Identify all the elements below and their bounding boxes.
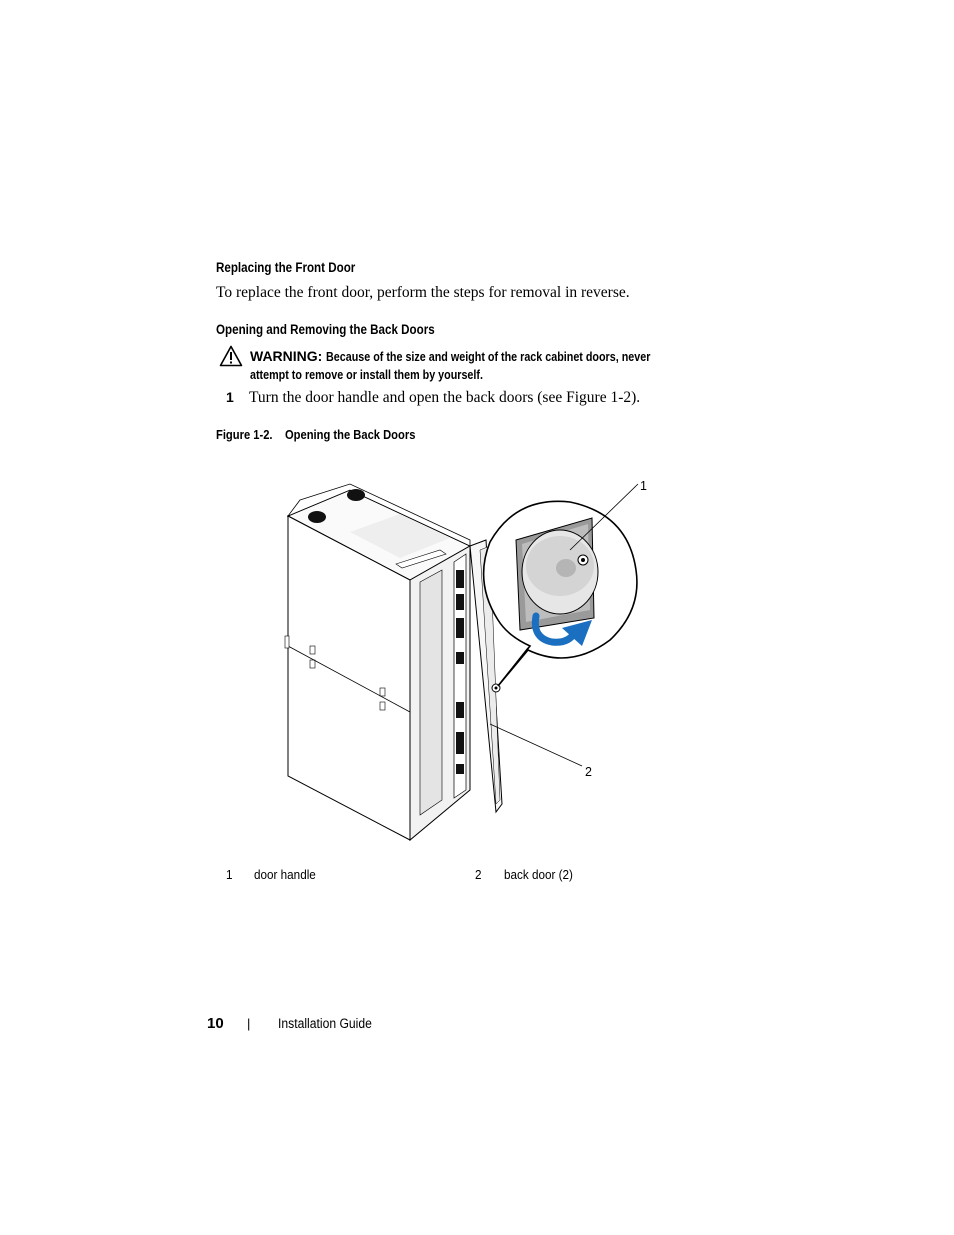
step-text: Turn the door handle and open the back doors (see Figure 1-2). <box>249 389 641 406</box>
footer-separator: | <box>247 1016 251 1031</box>
step-number: 1 <box>226 389 234 405</box>
warning-text-line2: attempt to remove or install them by yourself. <box>250 368 483 382</box>
section-heading-replacing: Replacing the Front Door <box>216 260 356 275</box>
page-number: 10 <box>207 1015 224 1032</box>
section-heading-opening: Opening and Removing the Back Doors <box>216 322 435 337</box>
legend-label-2: back door (2) <box>504 867 573 882</box>
rack-cabinet-illustration <box>270 470 660 850</box>
warning-label: WARNING: <box>250 348 323 364</box>
footer-title: Installation Guide <box>278 1016 372 1031</box>
callout-2: 2 <box>585 765 592 779</box>
legend-label-1: door handle <box>254 867 316 882</box>
legend-num-2: 2 <box>475 867 482 882</box>
warning-text-line1: Because of the size and weight of the rack cabinet doors, never <box>326 350 651 364</box>
warning-block <box>250 348 322 366</box>
figure-illustration <box>270 470 660 850</box>
paragraph-replacing: To replace the front door, perform the steps for removal in reverse. <box>216 284 630 301</box>
legend-num-1: 1 <box>226 867 233 882</box>
warning-triangle-icon <box>219 345 243 367</box>
figure-caption: Figure 1-2. Opening the Back Doors <box>216 427 416 442</box>
callout-1: 1 <box>640 479 647 493</box>
